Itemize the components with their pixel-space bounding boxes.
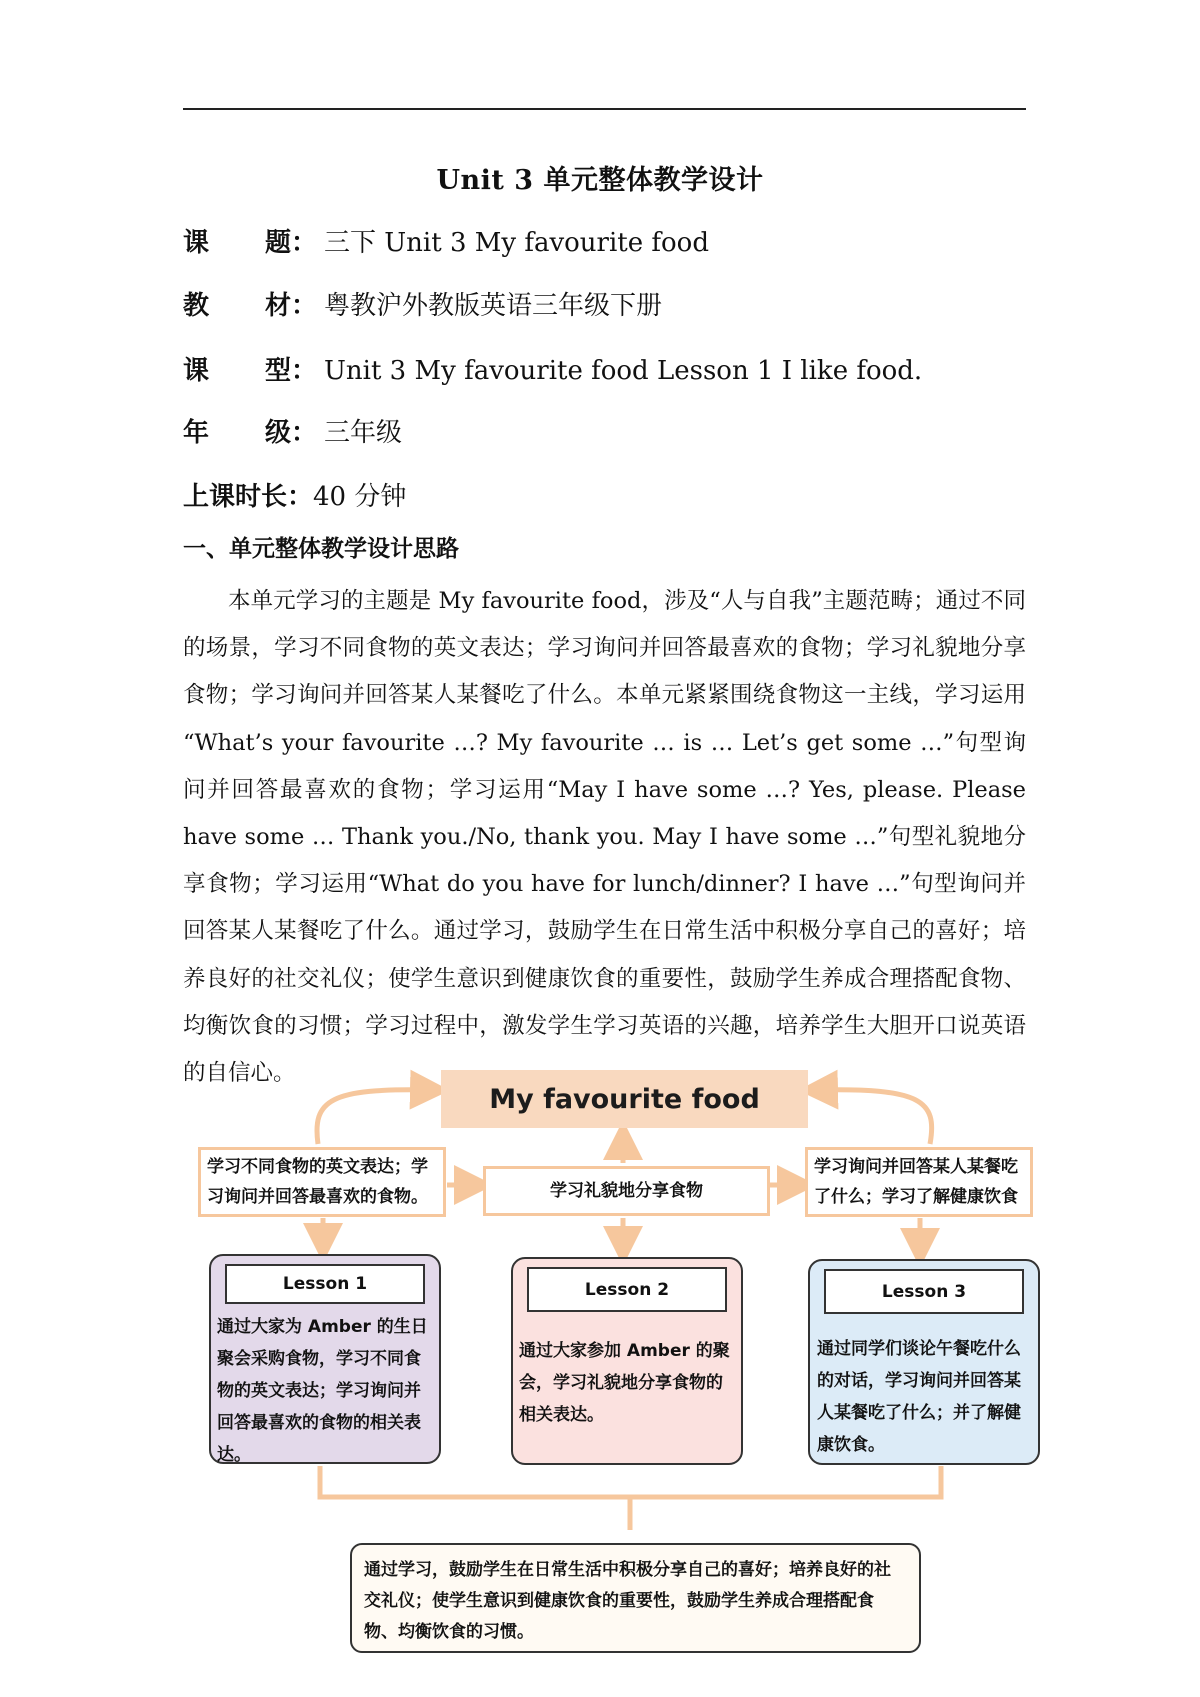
lesson-2-tag: Lesson 2 [527, 1267, 727, 1312]
lesson-3-tag: Lesson 3 [824, 1269, 1024, 1314]
lesson-3-text: 通过同学们谈论午餐吃什么的对话，学习询问并回答某人某餐吃了什么；并了解健康饮食。 [817, 1339, 1021, 1455]
section-body: 本单元学习的主题是 My favourite food，涉及“人与自我”主题范畴；通过不同的场景，学习不同食物的英文表达；学习询问并回答最喜欢的食物；学习礼貌地分享食物；学习询问并回答某人某餐吃了什么。本单元紧紧围绕食物这一主线，学习运用 “What’s your favourite …? My favourite … is … Let’s get some …”句型询问并回答最喜欢的食物；学习运用“May I have some …? Yes, please. Please have some … Thank you./No, thank you. May I have some …”句型礼貌地分享食物；学习运用“What do you have for lunch/dinner? I have …”句型询问并回答某人某餐吃了什么。通过学习，鼓励学生在日常生活中积极分享自己的喜好；培养良好的社交礼仪；使学生意识到健康饮食的重要性，鼓励学生养成合理搭配食物、均衡饮食的习惯；学习过程中，激发学生学习英语的兴趣，培养学生大胆开口说英语的自信心。 [183, 588, 1026, 1087]
meta-textbook: 教 材： 粤教沪外教版英语三年级下册 [183, 291, 663, 321]
meta-lesson-type: 课 型：Unit 3 My favourite food Lesson 1 I like food. [183, 356, 923, 386]
diagram-title: My favourite food [441, 1070, 808, 1128]
lesson-1-tag: Lesson 1 [225, 1264, 425, 1304]
meta-topic: 课 题： 三下 Unit 3 My favourite food [183, 228, 709, 258]
goal-middle: 学习礼貌地分享食物 [483, 1166, 770, 1216]
lesson-2-text: 通过大家参加 Amber 的聚会，学习礼貌地分享食物的相关表达。 [519, 1341, 730, 1425]
meta-grade: 年 级： 三年级 [183, 418, 403, 448]
meta-duration: 上课时长：40 分钟 [183, 482, 407, 512]
goal-left: 学习不同食物的英文表达；学习询问并回答最喜欢的食物。 [198, 1147, 446, 1217]
page-title: Unit 3 单元整体教学设计 [436, 165, 764, 196]
section-heading: 一、单元整体教学设计思路 [183, 536, 459, 562]
goal-right: 学习询问并回答某人某餐吃了什么；学习了解健康饮食 [805, 1147, 1033, 1217]
lesson-1-text: 通过大家为 Amber 的生日聚会采购食物，学习不同食物的英文表达；学习询问并回答最喜欢的食物的相关表达。 [217, 1317, 428, 1465]
summary-box: 通过学习，鼓励学生在日常生活中积极分享自己的喜好；培养良好的社交礼仪；使学生意识到健康饮食的重要性，鼓励学生养成合理搭配食物、均衡饮食的习惯。 [350, 1543, 921, 1653]
